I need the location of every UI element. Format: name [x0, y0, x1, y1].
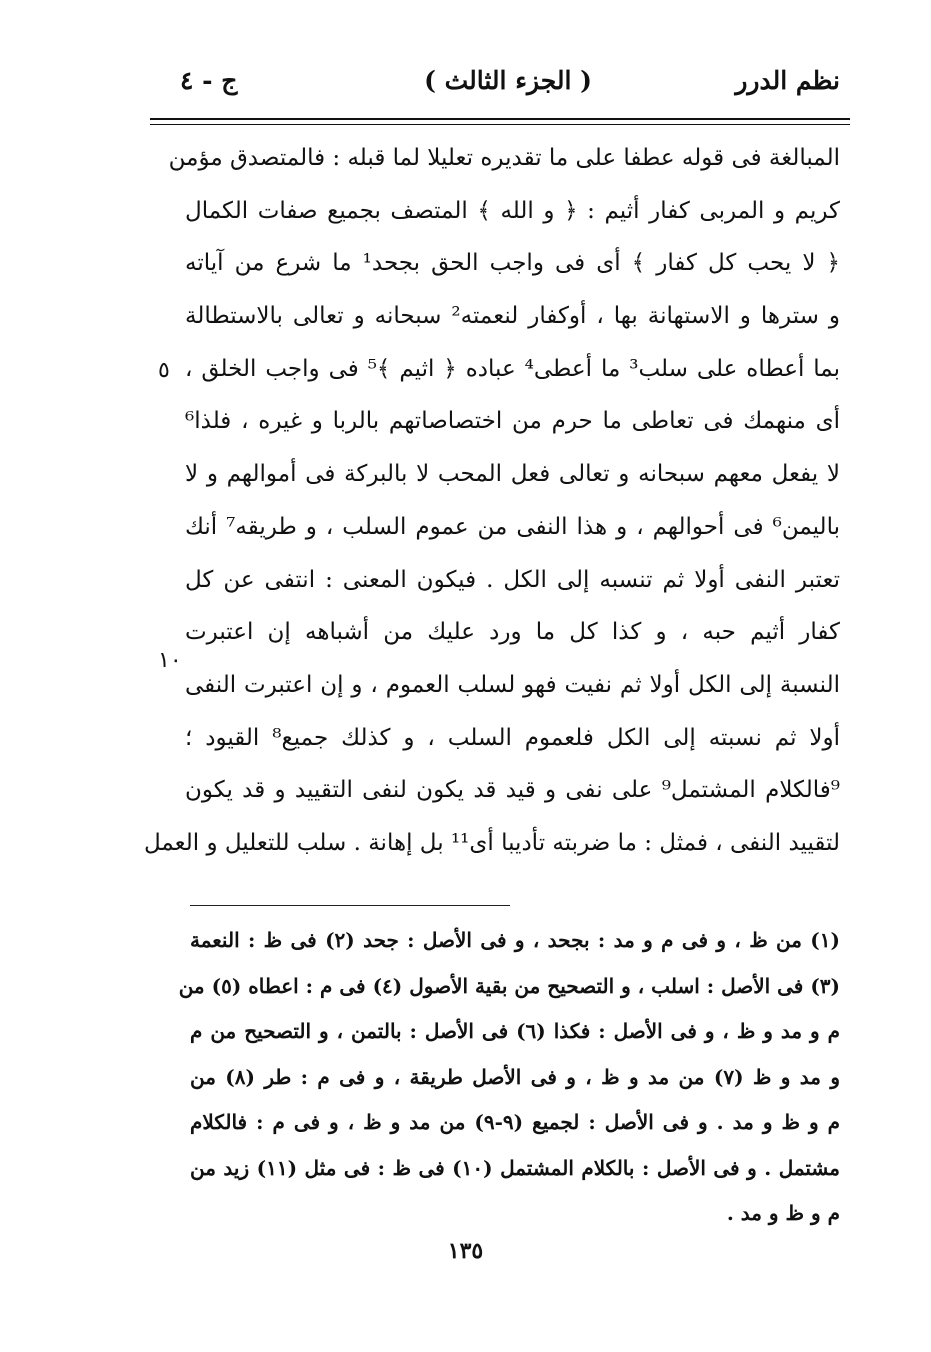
line-number-10: ١٠: [158, 648, 182, 673]
text-line: أولا ثم نسبته إلى الكل فلعموم السلب ، و كذلك جميع⁸ القيود ؛: [185, 724, 841, 751]
footnote-line: (١) من ظ ، و فى م و مد : بجحد ، و فى الأصل : جحد (٢) فى ظ : النعمة: [190, 928, 840, 952]
text-line: النسبة إلى الكل أولا ثم نفيت فهو لسلب العموم ، و إن اعتبرت النفى: [185, 671, 840, 698]
text-line: أى منهمك فى تعاطى ما حرم من اختصاصاتهم بالربا و غيره ، فلذا⁶: [185, 408, 840, 435]
line-number-5: ٥: [158, 358, 170, 383]
text-line: باليمن⁶ فى أحوالهم ، و هذا النفى من عموم السلب ، و طريقه⁷ أنك: [185, 513, 840, 540]
header-rule: [150, 118, 850, 120]
page-number: ١٣٥: [447, 1238, 484, 1264]
footnotes: [178, 918, 840, 1237]
text-line: المبالغة فى قوله عطفا على ما تقديره تعليلا لما قبله : فالمتصدق مؤمن: [168, 145, 840, 171]
text-line: لا يفعل معهم سبحانه و تعالى فعل المحب لا بالبركة فى أموالهم و لا: [185, 461, 840, 488]
text-line: ﴿ لا يحب كل كفار ﴾ أى فى واجب الحق بجحد¹ ما شرع من آياته: [185, 250, 840, 277]
volume-label: ( الجزء الثالث ): [424, 66, 592, 95]
book-title: نظم الدرر: [735, 66, 840, 95]
header-rule-thin: [150, 124, 850, 125]
footnote-line: و مد و ظ (٧) من مد و ظ ، و فى الأصل طريقة ، و فى م : طر (٨) من: [190, 1064, 840, 1089]
text-line: ⁹فالكلام المشتمل⁹ على نفى و قيد قد يكون لنفى التقييد و قد يكون: [185, 777, 840, 804]
text-line: لتقييد النفى ، فمثل : ما ضربته تأديبا أى¹¹ بل إهانة . سلب للتعليل و العمل: [143, 829, 840, 856]
text-line: كفار أثيم حبه ، و كذا كل ما ورد عليك من أشباهه إن اعتبرت: [185, 619, 840, 646]
footnote-line: (٣) فى الأصل : اسلب ، و التصحيح من بقية الأصول (٤) فى م : اعطاه (٥) من: [178, 973, 840, 998]
footnote-line: م و ظ و مد .: [726, 1201, 840, 1225]
part-label: ج - ٤: [180, 66, 238, 95]
running-header: [150, 62, 840, 108]
text-line: كريم و المربى كفار أثيم : ﴿ و الله ﴾ المتصف بجميع صفات الكمال: [185, 197, 840, 224]
footnote-line: م و مد و ظ ، و فى الأصل : فكذا (٦) فى الأصل : بالتمن ، و التصحيح من م: [190, 1019, 840, 1043]
text-line: تعتبر النفى أولا ثم تنسبه إلى الكل . فيكون المعنى : انتفى عن كل: [185, 566, 840, 593]
text-line: و سترها و الاستهانة بها ، أوكفار لنعمته² سبحانه و تعالى بالاستطالة: [185, 303, 840, 330]
footnote-line: مشتمل . و فى الأصل : بالكلام المشتمل (١٠) فى ظ : فى مثل (١١) زيد من: [190, 1155, 840, 1180]
text-line: بما أعطاه على سلب³ ما أعطى⁴ عباده ﴿ اثيم ﴾⁵ فى واجب الخلق ،: [185, 355, 840, 382]
footnote-separator: [190, 905, 510, 906]
footnote-line: م و ظ و مد . و فى الأصل : لجميع (٩-٩) من مد و ظ ، و فى م : فالكلام: [190, 1110, 840, 1134]
